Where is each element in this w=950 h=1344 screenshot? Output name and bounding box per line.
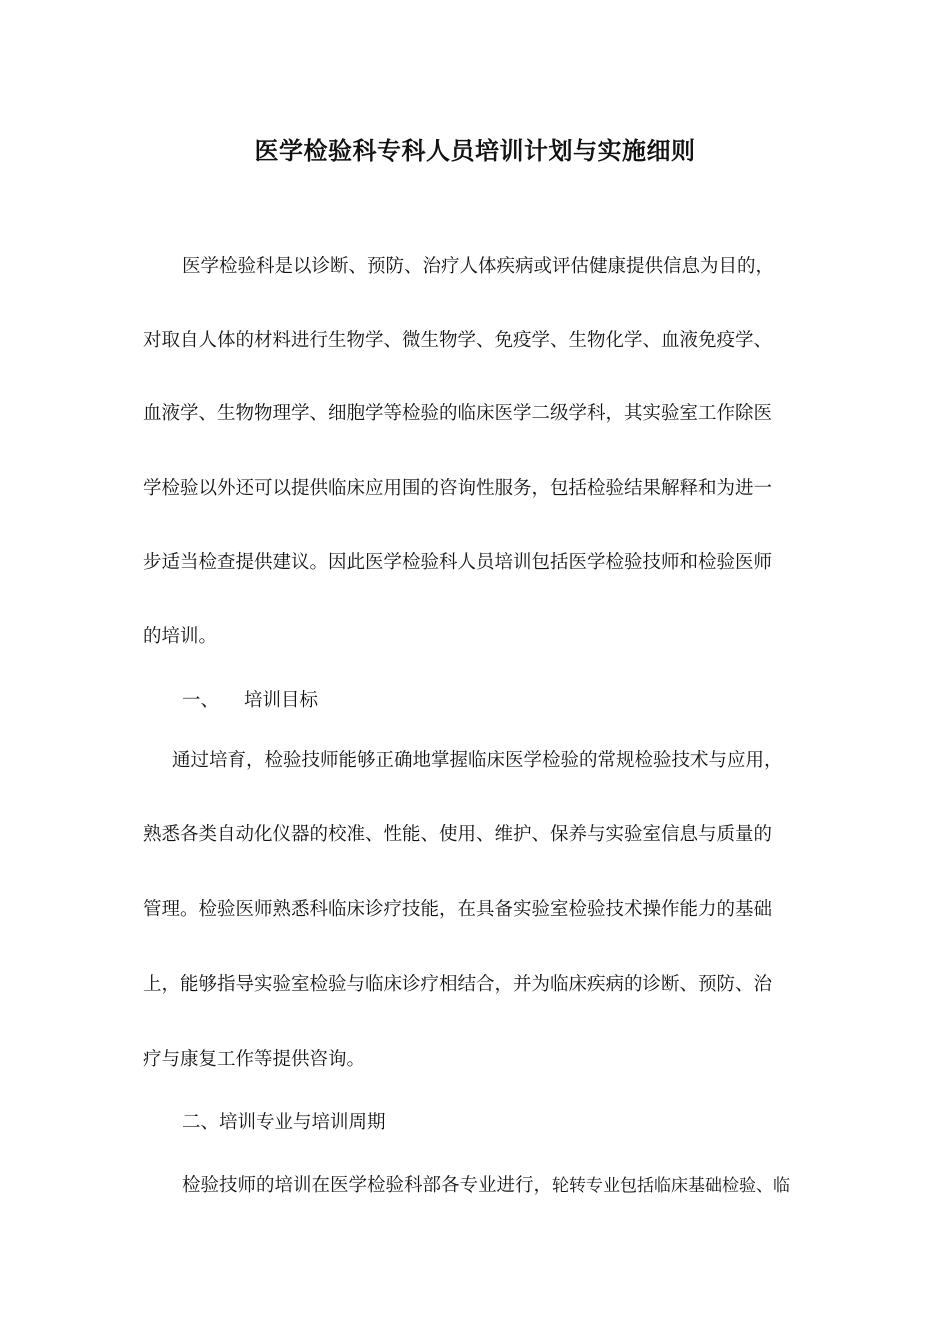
- section-1-line-3: 管理。检验医师熟悉科临床诊疗技能，在具备实验室检验技术操作能力的基础: [143, 899, 773, 920]
- document-title: 医学检验科专科人员培训计划与实施细则: [254, 137, 696, 165]
- intro-line-5: 步适当检查提供建议。因此医学检验科人员培训包括医学检验技师和检验医师: [143, 552, 773, 573]
- section-1-heading: [182, 686, 842, 716]
- intro-line-6: 的培训。: [143, 626, 218, 647]
- section-2-line-1: [182, 1171, 842, 1201]
- section-2-line-1-part-1: 检验技师的培训在医学检验科部各专业进行，: [182, 1175, 553, 1196]
- section-2-line-1-part-2: 轮转专业包括临床基础检验、临: [552, 1176, 791, 1196]
- intro-line-1: 医学检验科是以诊断、预防、治疗人体疾病或评估健康提供信息为目的，: [182, 256, 775, 277]
- section-1-line-5: 疗与康复工作等提供咨询。: [143, 1049, 366, 1070]
- intro-line-4: 学检验以外还可以提供临床应用围的咨询性服务，包括检验结果解释和为进一: [143, 478, 773, 499]
- intro-line-3: 血液学、生物物理学、细胞学等检验的临床医学二级学科，其实验室工作除医: [143, 403, 773, 424]
- section-1-line-1: 通过培育，检验技师能够正确地掌握临床医学检验的常规检验技术与应用，: [172, 750, 783, 771]
- section-1-line-4: 上，能够指导实验室检验与临床诊疗相结合，并为临床疾病的诊断、预防、治: [143, 974, 773, 995]
- section-1-title: 培训目标: [244, 690, 319, 711]
- intro-line-2: 对取自人体的材料进行生物学、微生物学、免疫学、生物化学、血液免疫学、: [143, 330, 773, 351]
- section-1-number: 一、: [182, 690, 220, 711]
- section-1-line-2: 熟悉各类自动化仪器的校准、性能、使用、维护、保养与实验室信息与质量的: [143, 824, 773, 845]
- section-2-heading: 二、培训专业与培训周期: [182, 1112, 386, 1133]
